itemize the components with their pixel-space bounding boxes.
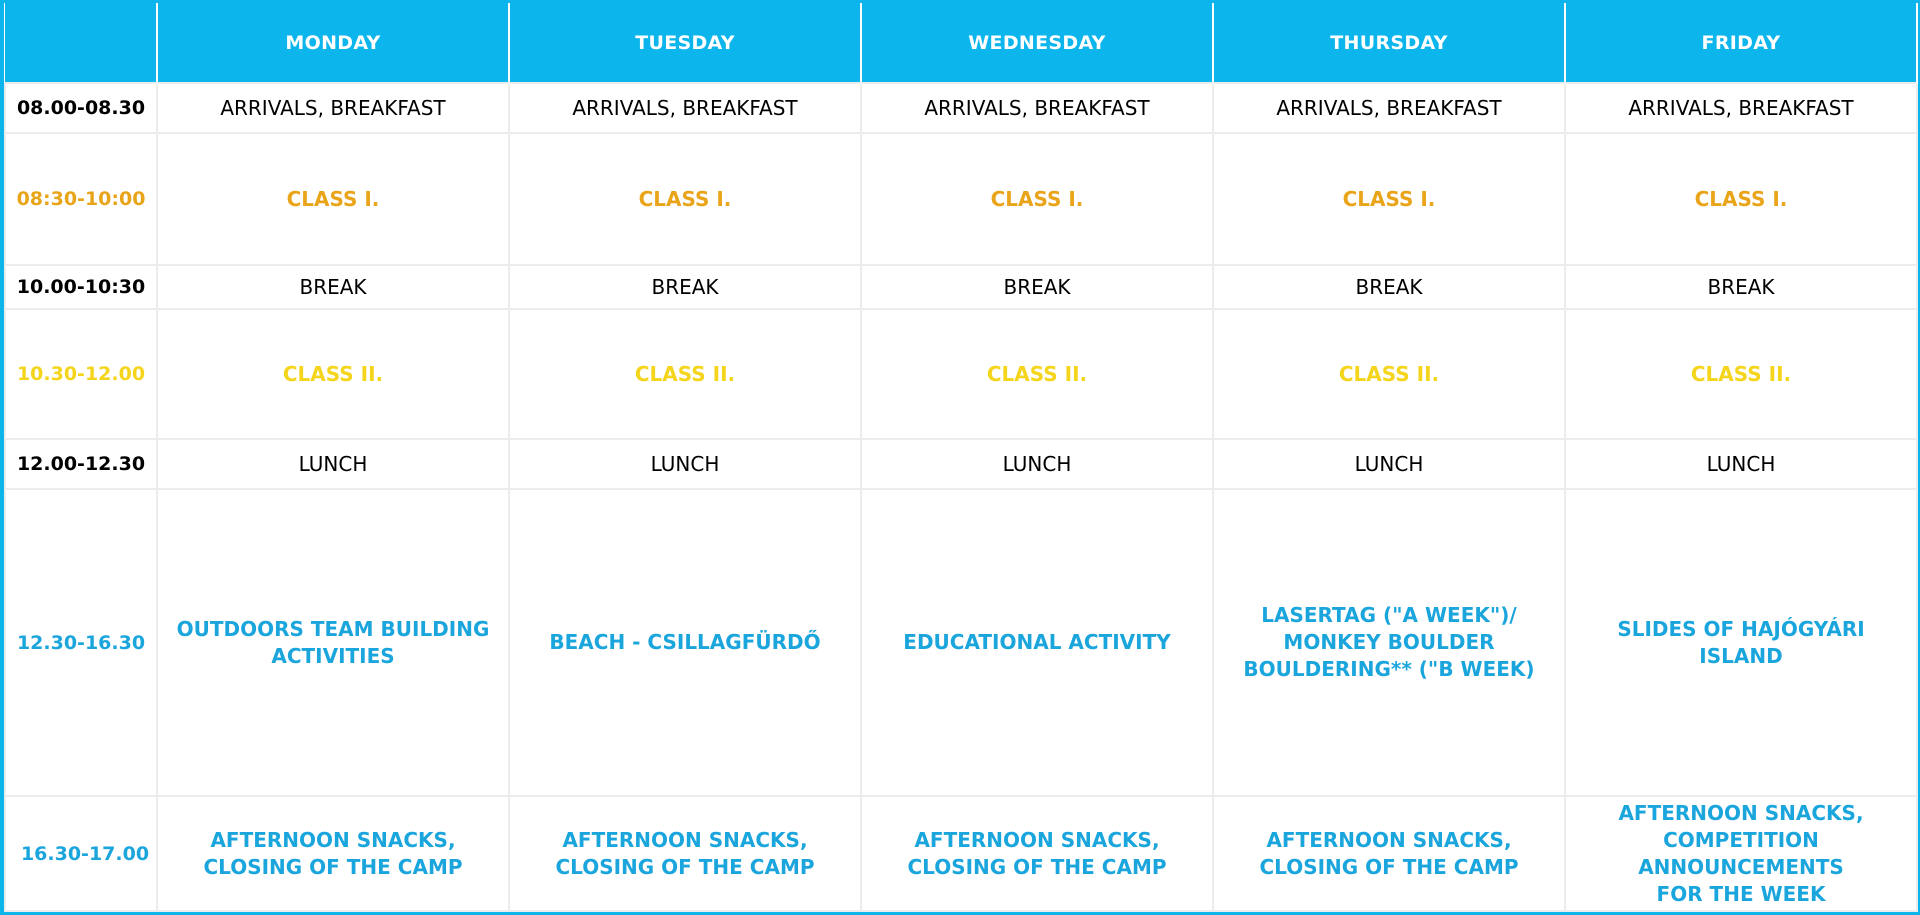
schedule-row-break	[5, 265, 1917, 309]
class-cell: CLASS II.	[509, 309, 861, 439]
snacks-cell: AFTERNOON SNACKS, COMPETITION ANNOUNCEMENTS FOR THE WEEK	[1565, 796, 1917, 911]
snacks-cell: AFTERNOON SNACKS, CLOSING OF THE CAMP	[509, 796, 861, 911]
activity-cell: BREAK	[1565, 265, 1917, 309]
header-day-wednesday: WEDNESDAY	[861, 3, 1213, 83]
activity-cell: BREAK	[1213, 265, 1565, 309]
snacks-cell: AFTERNOON SNACKS, CLOSING OF THE CAMP	[861, 796, 1213, 911]
time-slot-cell: 08.00-08.30	[5, 83, 157, 133]
header-day-tuesday: TUESDAY	[509, 3, 861, 83]
class-cell: CLASS II.	[861, 309, 1213, 439]
schedule-row-afternoon-activity	[5, 489, 1917, 796]
activity-cell: BREAK	[509, 265, 861, 309]
activity-cell: ARRIVALS, BREAKFAST	[1213, 83, 1565, 133]
header-corner-cell	[5, 3, 157, 83]
header-row	[5, 3, 1917, 83]
activity-cell: LUNCH	[1213, 439, 1565, 489]
camp-schedule-table	[4, 3, 1918, 912]
activity-cell: LUNCH	[1565, 439, 1917, 489]
class-cell: CLASS I.	[509, 133, 861, 265]
schedule-row-lunch	[5, 439, 1917, 489]
time-slot-cell: 12.00-12.30	[5, 439, 157, 489]
time-slot-cell: 08:30-10:00	[5, 133, 157, 265]
activity-cell: ARRIVALS, BREAKFAST	[157, 83, 509, 133]
header-day-monday: MONDAY	[157, 3, 509, 83]
class-cell: CLASS II.	[1565, 309, 1917, 439]
afternoon-activity-cell: OUTDOORS TEAM BUILDING ACTIVITIES	[157, 489, 509, 796]
class-cell: CLASS I.	[157, 133, 509, 265]
activity-cell: ARRIVALS, BREAKFAST	[509, 83, 861, 133]
schedule-row-snacks	[5, 796, 1917, 911]
activity-cell: BREAK	[157, 265, 509, 309]
activity-cell: LUNCH	[157, 439, 509, 489]
time-slot-cell: 16.30-17.00	[5, 796, 157, 911]
header-day-friday: FRIDAY	[1565, 3, 1917, 83]
afternoon-activity-cell: LASERTAG ("A WEEK")/ MONKEY BOULDER BOULDERING** ("B WEEK)	[1213, 489, 1565, 796]
afternoon-activity-cell: EDUCATIONAL ACTIVITY	[861, 489, 1213, 796]
snacks-cell: AFTERNOON SNACKS, CLOSING OF THE CAMP	[157, 796, 509, 911]
class-cell: CLASS I.	[861, 133, 1213, 265]
schedule-row-class-two	[5, 309, 1917, 439]
time-slot-cell: 10.00-10:30	[5, 265, 157, 309]
afternoon-activity-cell: BEACH - CSILLAGFÜRDŐ	[509, 489, 861, 796]
activity-cell: BREAK	[861, 265, 1213, 309]
class-cell: CLASS II.	[157, 309, 509, 439]
header-day-thursday: THURSDAY	[1213, 3, 1565, 83]
time-slot-cell: 10.30-12.00	[5, 309, 157, 439]
class-cell: CLASS I.	[1213, 133, 1565, 265]
afternoon-activity-cell: SLIDES OF HAJÓGYÁRI ISLAND	[1565, 489, 1917, 796]
time-slot-cell: 12.30-16.30	[5, 489, 157, 796]
activity-cell: ARRIVALS, BREAKFAST	[861, 83, 1213, 133]
snacks-cell: AFTERNOON SNACKS, CLOSING OF THE CAMP	[1213, 796, 1565, 911]
schedule-row-arrivals	[5, 83, 1917, 133]
class-cell: CLASS I.	[1565, 133, 1917, 265]
activity-cell: LUNCH	[861, 439, 1213, 489]
class-cell: CLASS II.	[1213, 309, 1565, 439]
activity-cell: ARRIVALS, BREAKFAST	[1565, 83, 1917, 133]
schedule-row-class-one	[5, 133, 1917, 265]
activity-cell: LUNCH	[509, 439, 861, 489]
